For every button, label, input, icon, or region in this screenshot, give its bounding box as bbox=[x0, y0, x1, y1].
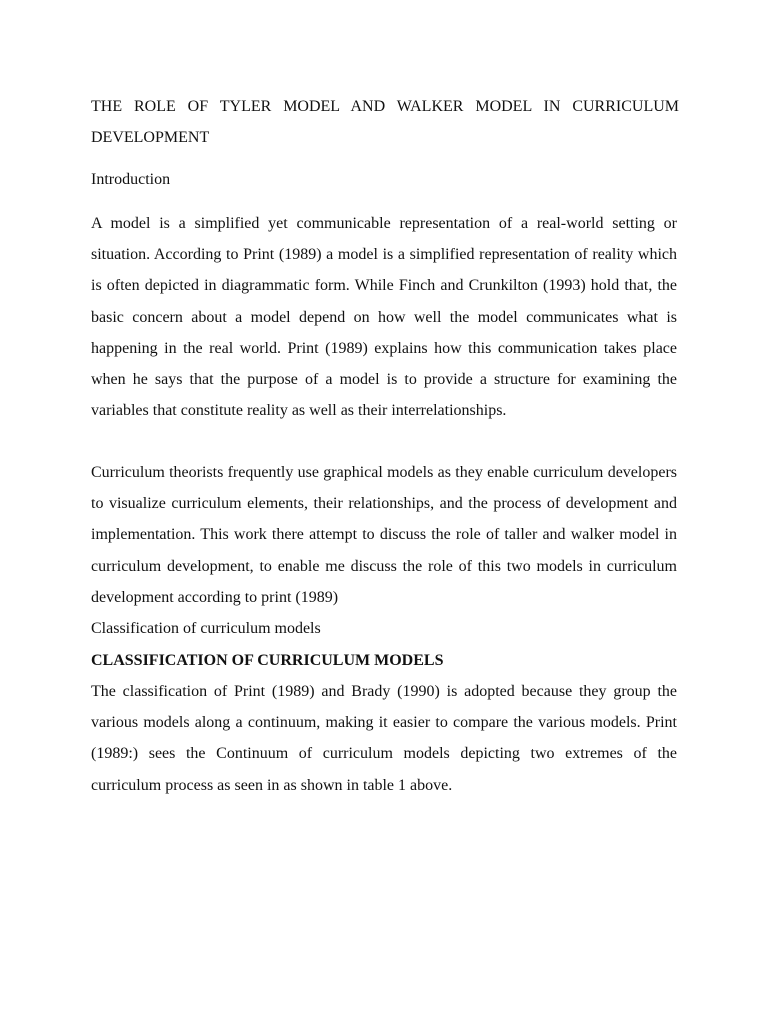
paragraph-graphical-models-text: Curriculum theorists frequently use graphical models as they enable curriculum developers to visualize curriculum elements, their relationships, and the process of development and implementation. This work there attempt to discuss the role of taller and walker model in curriculum development, to enable me discuss the role of this two models in curriculum development according to print (1989) bbox=[91, 464, 677, 606]
classification-heading: CLASSIFICATION OF CURRICULUM MODELS bbox=[91, 652, 444, 669]
paragraph-model-definition: A model is a simplified yet communicable representation of a real-world setting or situation. According to Print (1989) a model is a simplified representation of reality which is often depicted in diagrammatic form. While Finch and Crunkilton (1993) hold that, the basic concern about a model depend on how well the model communicates what is happening in the real world. Print (1989) explains how this communication takes place when he says that the purpose of a model is to provide a structure for examining the variables that constitute reality as well as their interrelationships. bbox=[91, 215, 677, 420]
introduction-heading: Introduction bbox=[91, 171, 171, 188]
paragraph-graphical-models bbox=[91, 457, 677, 644]
paragraph-classification: The classification of Print (1989) and Brady (1990) is adopted because they group the various models along a continuum, making it easier to compare the various models. Print (1989:) sees the Continuum of curriculum models depicting two extremes of the curriculum process as seen in as shown in table 1 above. bbox=[91, 683, 677, 794]
paragraph-graphical-models-tail: Classification of curriculum models bbox=[91, 620, 321, 638]
document-title: THE ROLE OF TYLER MODEL AND WALKER MODEL IN CURRICULUM DEVELOPMENT bbox=[91, 98, 679, 146]
